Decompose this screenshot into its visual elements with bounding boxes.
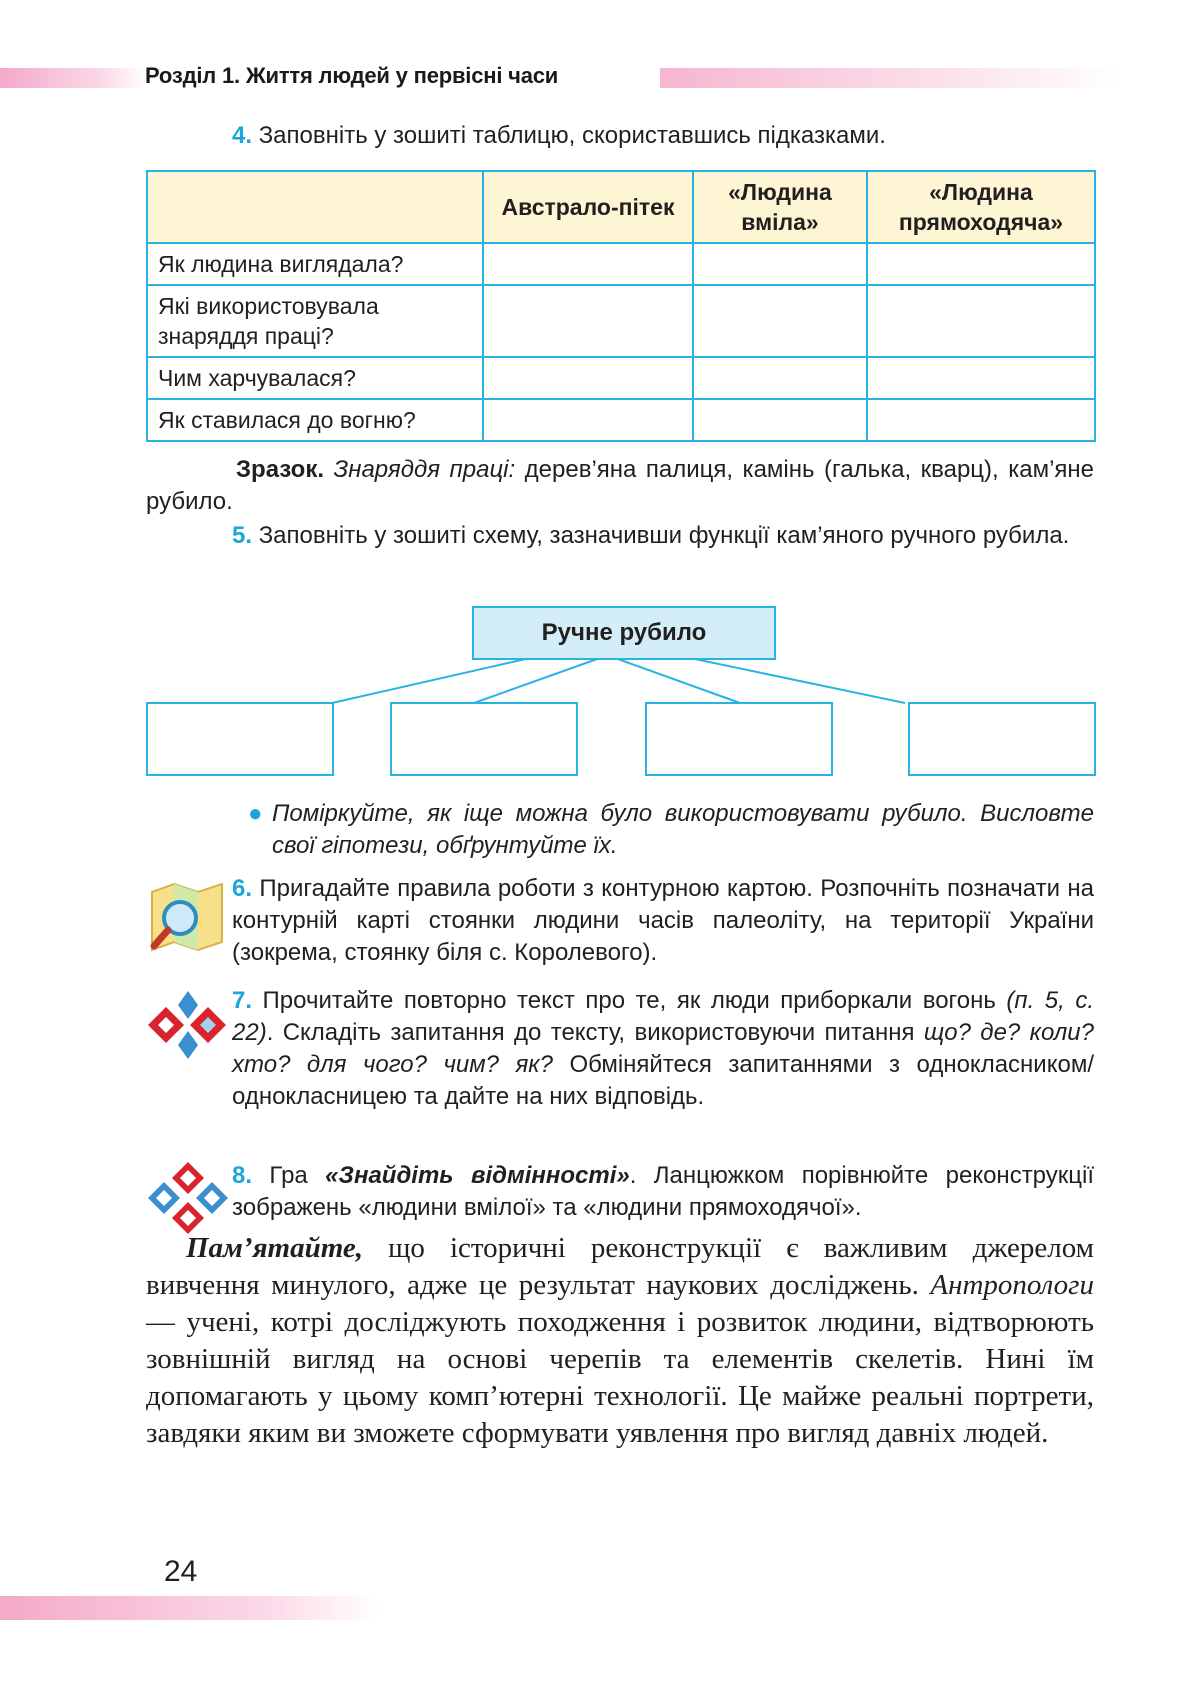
scheme-empty-box	[390, 702, 578, 776]
task-8	[232, 1160, 1094, 1224]
think-text: Поміркуйте, як іще можна було використовувати рубило. Висловте свої гіпотези, обґрунтуйте їх.	[272, 800, 1094, 859]
section-title: Розділ 1. Життя людей у первісні часи	[145, 63, 559, 88]
task-text: Пригадайте правила роботи з контурною картою. Розпочніть позначати на контурній карті стоянки людини часів палеоліту, на території України (зокрема, стоянку біля с. Королевого).	[232, 875, 1095, 966]
task-text-b: . Ланцюжком порівнюйте реконструкції зображень «людини вмілої» та «людини прямоходячої».	[232, 1162, 1095, 1221]
table-row-question: Які використовувала знаряддя праці?	[147, 285, 483, 357]
task-text-a: Прочитайте повторно текст про те, як люди приборкали вогонь	[262, 987, 1007, 1014]
task-number: 6.	[232, 875, 253, 902]
task-number: 7.	[232, 987, 253, 1014]
memo-paragraph	[146, 1230, 1094, 1452]
task-number: 4.	[232, 122, 253, 149]
footer-band	[0, 1596, 380, 1620]
scheme-empty-box	[645, 702, 833, 776]
connector-line	[332, 658, 530, 703]
connector-line	[474, 658, 600, 703]
game-title: «Знайдіть відмінності»	[325, 1162, 630, 1189]
task-text-b: . Складіть запитання до тексту, використовуючи питання	[266, 1019, 924, 1046]
memo-text-b: — учені, котрі досліджують походження і розвиток людини, відтворюють зовнішній вигляд на основі черепів та елементів скелетів. Нині їм допомагають у цьому комп’ютерні технології. Це майже реальні портрети, завдяки яким ви зможете сформувати уявлення про вигляд давніх людей.	[146, 1306, 1094, 1449]
task-questions: що? де? коли? хто? для чого? чим? як?	[232, 1019, 1094, 1078]
task-6	[232, 873, 1094, 969]
task-reference: (п. 5, с. 22)	[232, 987, 1094, 1046]
memo-text-a: що історичні реконструкції є важливим джерелом вивчення минулого, адже це результат наукових досліджень.	[146, 1232, 1094, 1301]
scheme-empty-box	[146, 702, 334, 776]
scheme-title-box: Ручне рубило	[472, 606, 776, 660]
sample-text: дерев’яна палиця, камінь (галька, кварц), кам’яне рубило.	[146, 456, 1094, 515]
scheme-connectors	[0, 0, 1189, 800]
task-number: 8.	[232, 1162, 253, 1189]
sample-label: Зразок.	[236, 456, 325, 483]
ornament-pattern-icon	[146, 1160, 230, 1236]
memo-term: Антропологи	[930, 1269, 1094, 1301]
task-number: 5.	[232, 522, 253, 549]
table-header-homo-habilis: «Людина вміла»	[693, 171, 867, 243]
task-text-c: Обміняйтеся запитаннями з однокласником/однокласницею та дайте на них відповідь.	[232, 1051, 1094, 1110]
ornament-icon	[146, 985, 230, 1061]
bullet-icon: ●	[248, 800, 263, 827]
task-text: Заповніть у зошиті схему, зазначивши функції кам’яного ручного рубила.	[258, 522, 1070, 549]
page-number: 24	[164, 1555, 198, 1588]
sample-italic: Знаряддя праці:	[333, 456, 516, 483]
table-header-homo-erectus: «Людина прямоходяча»	[867, 171, 1095, 243]
table-row-question: Як ставилася до вогню?	[147, 399, 483, 441]
scheme-empty-box	[908, 702, 1096, 776]
task-text: Заповніть у зошиті таблицю, скориставшись підказками.	[258, 122, 886, 149]
table-row-question: Як людина виглядала?	[147, 243, 483, 285]
table-row-question: Чим харчувалася?	[147, 357, 483, 399]
task-text-a: Гра	[269, 1162, 326, 1189]
map-magnifier-icon	[146, 880, 230, 956]
table-header-australopithecus: Австрало-пітек	[483, 171, 693, 243]
memo-lead: Пам’ятайте,	[186, 1232, 364, 1264]
task-7	[232, 985, 1094, 1113]
